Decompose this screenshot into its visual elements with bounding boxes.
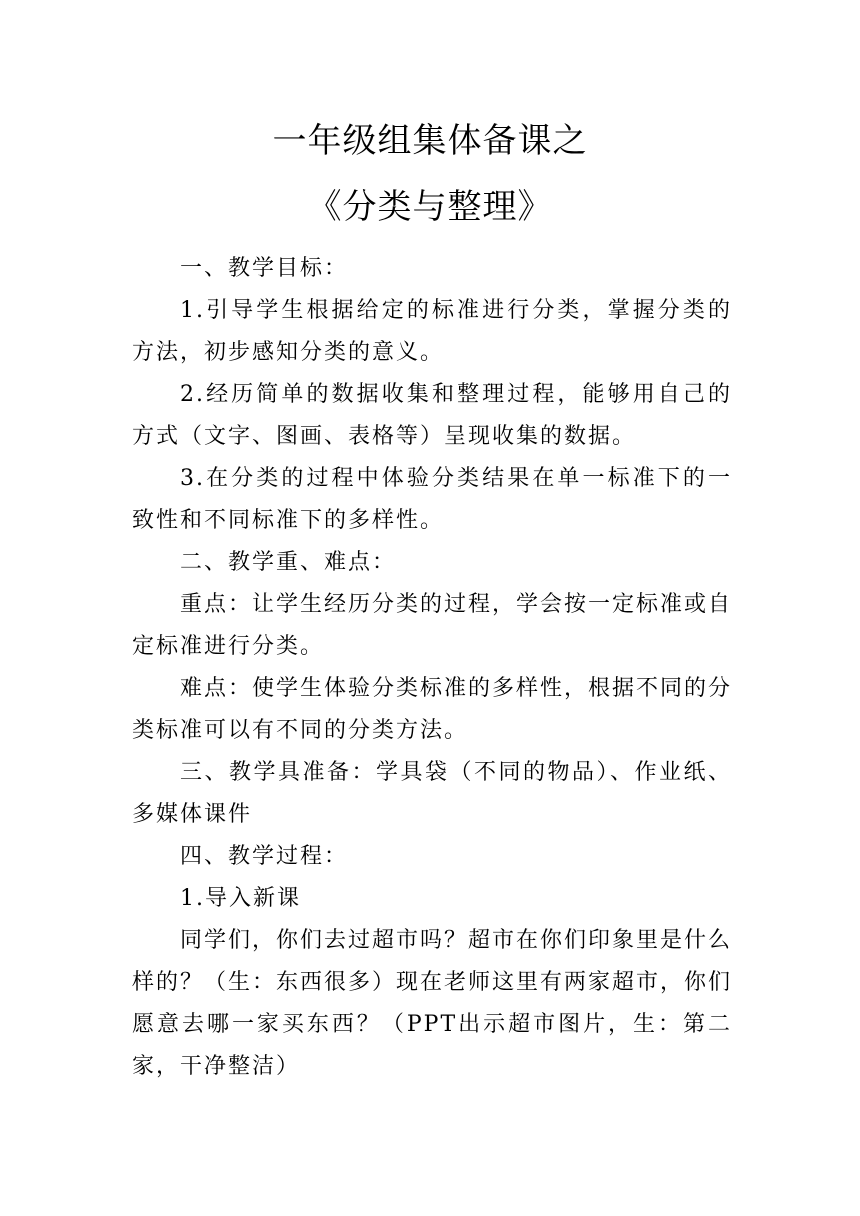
section-heading-objectives: 一、教学目标： <box>180 256 349 281</box>
section-heading-materials: 三、教学具准备：学具袋（不同的物品）、作业纸、多媒体课件 <box>132 760 732 827</box>
paragraph-introduction: 同学们，你们去过超市吗？超市在你们印象里是什么样的？（生：东西很多）现在老师这里有两家超市，你们愿意去哪一家买东西？（PPT出示超市图片，生：第二家，干净整洁） <box>132 928 733 1079</box>
document-title-line-2: 《分类与整理》 <box>307 187 553 227</box>
subheading-introduction: 1.导入新课 <box>180 886 301 911</box>
document-body <box>132 248 732 1088</box>
section-heading-key-points: 二、教学重、难点： <box>180 550 397 575</box>
document-title-line-1: 一年级组集体备课之 <box>272 121 588 161</box>
paragraph-objective-3: 3.在分类的过程中体验分类结果在单一标准下的一致性和不同标准下的多样性。 <box>132 466 732 533</box>
paragraph-objective-1: 1.引导学生根据给定的标准进行分类，掌握分类的方法，初步感知分类的意义。 <box>132 298 732 365</box>
paragraph-key-point: 重点：让学生经历分类的过程，学会按一定标准或自定标准进行分类。 <box>132 592 733 659</box>
paragraph-difficult-point: 难点：使学生体验分类标准的多样性，根据不同的分类标准可以有不同的分类方法。 <box>132 676 733 743</box>
paragraph-objective-2: 2.经历简单的数据收集和整理过程，能够用自己的方式（文字、图画、表格等）呈现收集的数据。 <box>132 382 732 449</box>
section-heading-process: 四、教学过程： <box>180 844 349 869</box>
